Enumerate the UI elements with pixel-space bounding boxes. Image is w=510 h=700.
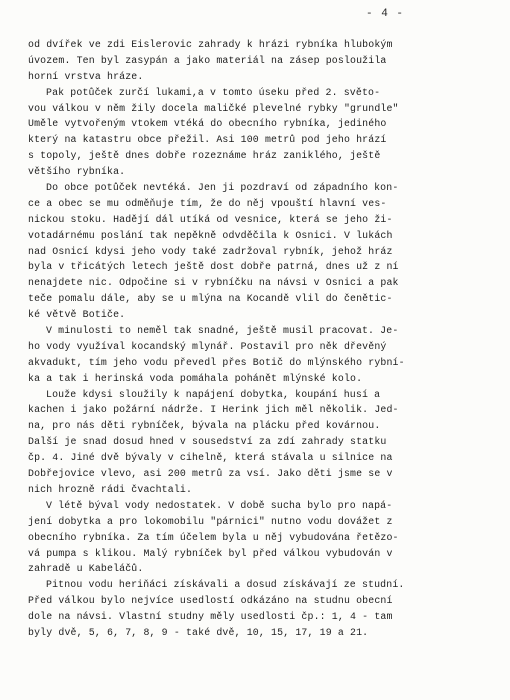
text-line: V létě býval vody nedostatek. V době sucha bylo pro napá-: [46, 499, 393, 511]
text-line: obecního rybníka. Za tím účelem byla u něj vybudována řetězo-: [28, 531, 399, 543]
body-text: [28, 37, 490, 641]
text-line: Další je snad dosud hned v sousedství za zdí zahrady statku: [28, 436, 387, 448]
text-line: Louže kdysi sloužily k napájení dobytka, koupání husí a: [46, 388, 381, 400]
text-line: ce a obec se mu odměňuje tím, že do něj vpouští hlavní ves-: [28, 197, 387, 209]
text-line: zahradě u Kabeláčů.: [28, 563, 144, 575]
text-line: čp. 4. Jiné dvě bývaly v cihelně, která stávala u silnice na: [28, 452, 393, 464]
text-line: většího rybníka.: [28, 166, 126, 178]
text-line: nenajdete nic. Odpočine si v rybníčku na návsi v Osnici a pak: [28, 277, 399, 289]
text-line: ho vody využíval kocandský mlynář. Postavil pro něk dřevěný: [28, 340, 387, 352]
text-line: nickou stoku. Hadějí dál utíká od vesnice, která se jeho ži-: [28, 213, 393, 225]
text-line: úvozem. Ten byl zasypán a jako materiál na zásep posloužila: [28, 54, 387, 66]
text-line: Uměle vytvořeným vtokem vtéká do obecního rybníka, jediného: [28, 118, 387, 130]
text-line: Dobřejovice vlevo, asi 200 metrů za vsí. Jako děti jsme se v: [28, 468, 393, 480]
text-line: ka a tak i herinská voda pomáhala pohánět mlýnské kolo.: [28, 372, 363, 384]
text-line: na, pro nás děti rybníček, bývala na plácku před kovárnou.: [28, 420, 381, 432]
text-line: s topoly, ještě dnes dobře rozeznáme hráz zaniklého, ještě: [28, 150, 381, 162]
text-line: Před válkou bylo nejvíce usedlostí odkázáno na studnu obecní: [28, 595, 393, 607]
text-line: Pitnou vodu heriňáci získávali a dosud získávají ze studní.: [46, 579, 405, 591]
text-line: dole na návsi. Vlastní studny měly usedlosti čp.: 1, 4 - tam: [28, 611, 393, 623]
text-line: teče pomalu dále, aby se u mlýna na Kocandě vlil do čenětic-: [28, 293, 393, 305]
text-line: jení dobytka a pro lokomobilu "párnici" nutno vodu dovážet z: [28, 515, 393, 527]
paragraph-4: [28, 323, 490, 387]
text-line: vá pumpa s klikou. Malý rybníček byl před válkou vybudován v: [28, 547, 393, 559]
text-line: vou válkou v něm žily docela maličké plevelné rybky "grundle": [28, 102, 399, 114]
text-line: V minulosti to neměl tak snadné, ještě musil pracovat. Je-: [46, 325, 399, 337]
paragraph-6: [28, 498, 490, 577]
text-line: Pak potůček zurčí lukami,a v tomto úseku před 2. světo-: [46, 86, 381, 98]
paragraph-3: [28, 180, 490, 323]
text-line: votadárnému poslání tak nepěkně odvděčila k Osnici. V lukách: [28, 229, 393, 241]
text-line: který na katastru obce přežil. Asi 100 metrů pod jeho hrází: [28, 134, 387, 146]
text-line: byla v třicátých letech ještě dost dobře patrná, dnes už z ní: [28, 261, 399, 273]
text-line: Do obce potůček nevtéká. Jen ji pozdraví od západního kon-: [46, 182, 399, 194]
paragraph-1: [28, 37, 490, 85]
text-line: kachen i jako požární nádrže. I Herink jich měl několik. Jed-: [28, 404, 399, 416]
paragraph-7: [28, 577, 490, 641]
text-line: byly dvě, 5, 6, 7, 8, 9 - také dvě, 10, 15, 17, 19 a 21.: [28, 626, 369, 638]
paragraph-2: [28, 85, 490, 180]
page-number: - 4 -: [366, 8, 405, 20]
text-line: horní vrstva hráze.: [28, 70, 144, 82]
paragraph-5: [28, 387, 490, 498]
text-line: ké větvě Botiče.: [28, 309, 126, 321]
text-line: od dvířek ve zdi Eislerovic zahrady k hrázi rybníka hlubokým: [28, 39, 393, 50]
text-line: akvadukt, tím jeho vodu převedl přes Botič do mlýnského rybní-: [28, 356, 405, 368]
text-line: nich hrozně rádi čvachtali.: [28, 483, 193, 495]
text-line: nad Osnicí kdysi jeho vody také zadržoval rybník, jehož hráz: [28, 245, 393, 257]
